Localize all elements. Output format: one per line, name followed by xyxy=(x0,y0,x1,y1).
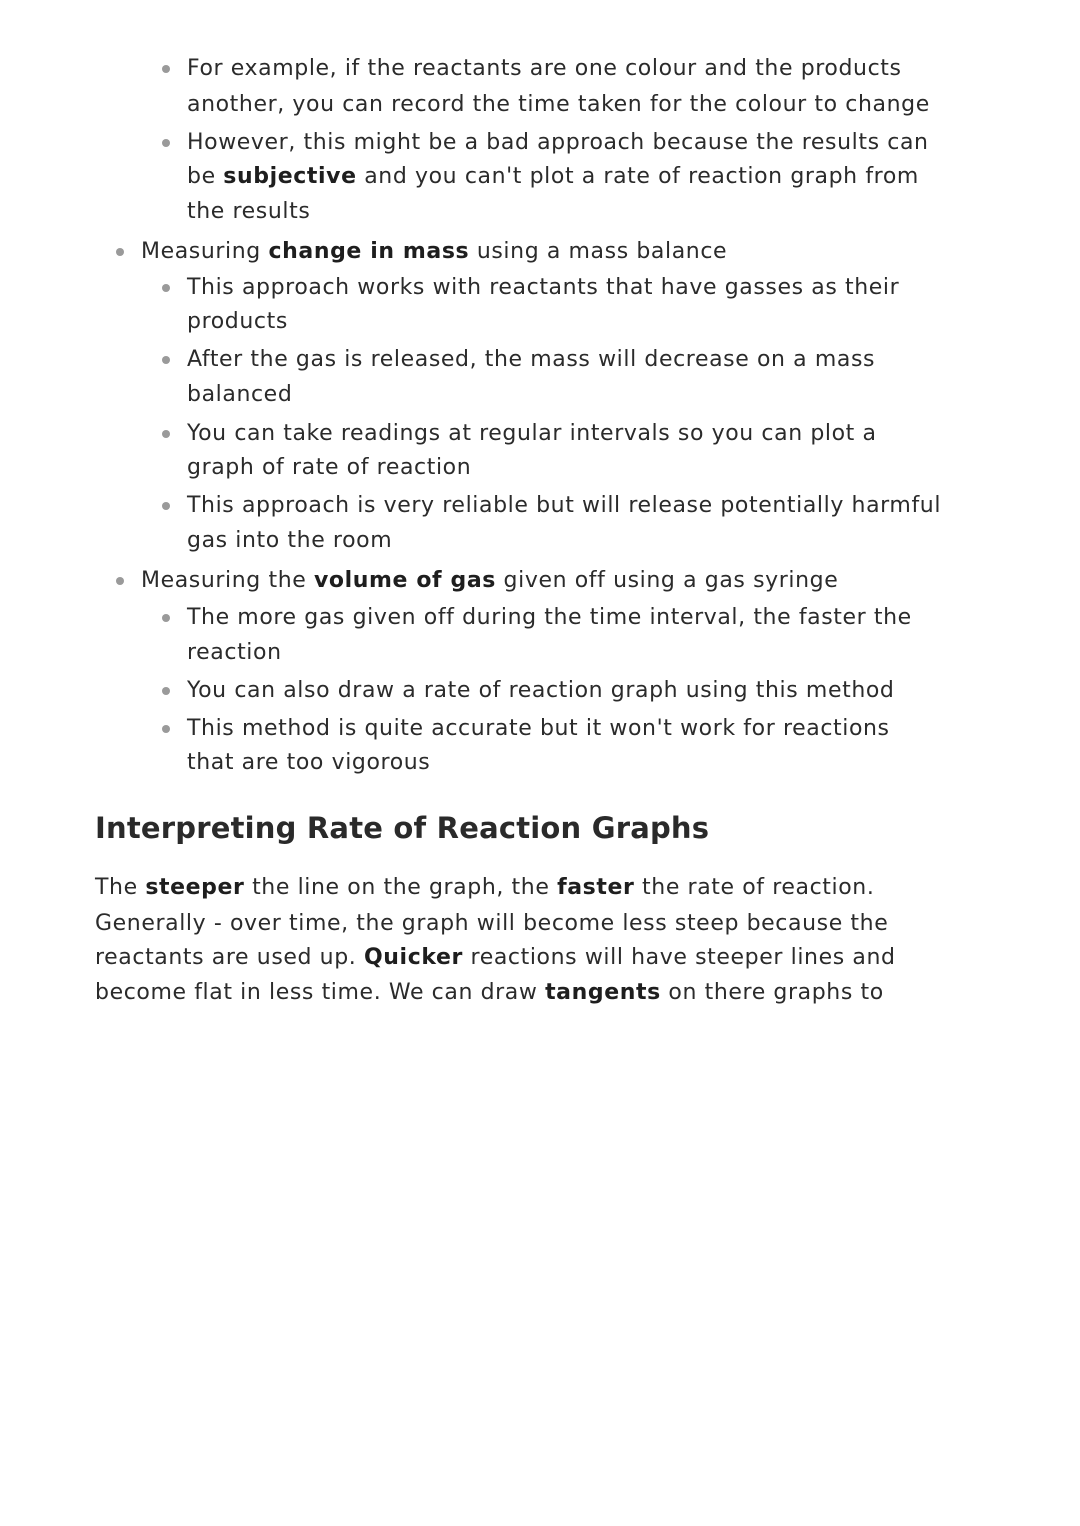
text-segment: reaction xyxy=(187,640,282,665)
text-segment: that are too vigorous xyxy=(187,750,431,775)
text-line xyxy=(187,676,894,706)
bold-term: change in mass xyxy=(268,239,470,264)
bullet-icon xyxy=(162,614,170,622)
bullet-icon xyxy=(116,577,124,585)
bold-term: tangents xyxy=(545,980,661,1005)
text-segment: another, you can record the time taken for the colour to change xyxy=(187,92,930,117)
text-segment: balanced xyxy=(187,382,293,407)
text-line xyxy=(187,54,902,84)
text-segment: the results xyxy=(187,199,311,224)
text-line xyxy=(187,345,875,375)
text-line xyxy=(187,380,292,410)
bullet-icon xyxy=(162,356,170,364)
text-line xyxy=(187,491,941,521)
text-segment: Measuring xyxy=(141,239,269,264)
text-line xyxy=(187,307,288,337)
text-line xyxy=(187,603,912,633)
method-intro xyxy=(141,237,727,267)
bullet-icon xyxy=(162,65,170,73)
text-segment: graph of rate of reaction xyxy=(187,455,472,480)
paragraph-line xyxy=(95,978,884,1008)
text-line xyxy=(187,714,890,744)
text-segment: given off using a gas syringe xyxy=(495,568,839,593)
text-segment: Measuring the xyxy=(141,568,314,593)
text-segment: become flat in less time. We can draw xyxy=(95,980,546,1005)
text-line xyxy=(187,128,929,158)
bullet-icon xyxy=(162,284,170,292)
text-segment: This method is quite accurate but it won't work for reactions xyxy=(187,716,890,741)
bold-term: subjective xyxy=(223,164,357,189)
bullet-icon xyxy=(162,430,170,438)
text-segment: This approach works with reactants that have gasses as their xyxy=(187,275,900,300)
text-segment: the rate of reaction. xyxy=(634,875,875,900)
paragraph-line xyxy=(95,943,896,973)
text-segment: For example, if the reactants are one colour and the products xyxy=(187,56,902,81)
paragraph-line xyxy=(95,873,874,903)
text-segment: be xyxy=(187,164,224,189)
text-segment: This approach is very reliable but will release potentially harmful xyxy=(187,493,942,518)
method-intro xyxy=(141,566,838,596)
bold-term: volume of gas xyxy=(313,568,496,593)
text-line xyxy=(187,273,899,303)
text-line xyxy=(187,453,471,483)
bold-term: Quicker xyxy=(363,945,463,970)
text-segment: Generally - over time, the graph will become less steep because the xyxy=(95,911,889,936)
text-segment: The more gas given off during the time interval, the faster the xyxy=(187,605,912,630)
text-segment: using a mass balance xyxy=(469,239,728,264)
text-segment: on there graphs to xyxy=(660,980,884,1005)
text-segment: and you can't plot a rate of reaction graph from xyxy=(356,164,919,189)
text-line xyxy=(187,526,392,556)
text-line xyxy=(187,638,282,668)
paragraph-line xyxy=(95,909,888,939)
text-segment: gas into the room xyxy=(187,528,393,553)
text-segment: reactants are used up. xyxy=(95,945,364,970)
bullet-icon xyxy=(162,725,170,733)
bold-term: faster xyxy=(557,875,635,900)
bold-term: steeper xyxy=(145,875,245,900)
bullet-icon xyxy=(162,687,170,695)
text-line xyxy=(187,90,930,120)
text-segment: reactions will have steeper lines and xyxy=(462,945,896,970)
text-segment: the line on the graph, the xyxy=(244,875,558,900)
text-segment: You can also draw a rate of reaction graph using this method xyxy=(187,678,895,703)
text-segment: However, this might be a bad approach because the results can xyxy=(187,130,929,155)
text-segment: The xyxy=(95,875,146,900)
bullet-icon xyxy=(116,248,124,256)
text-line xyxy=(187,748,430,778)
bullet-icon xyxy=(162,139,170,147)
text-segment: products xyxy=(187,309,288,334)
text-segment: After the gas is released, the mass will decrease on a mass xyxy=(187,347,876,372)
text-segment: You can take readings at regular intervals so you can plot a xyxy=(187,421,877,446)
text-line xyxy=(187,197,310,227)
bullet-icon xyxy=(162,502,170,510)
section-heading: Interpreting Rate of Reaction Graphs xyxy=(95,811,710,845)
text-line xyxy=(187,419,877,449)
text-line xyxy=(187,162,919,192)
